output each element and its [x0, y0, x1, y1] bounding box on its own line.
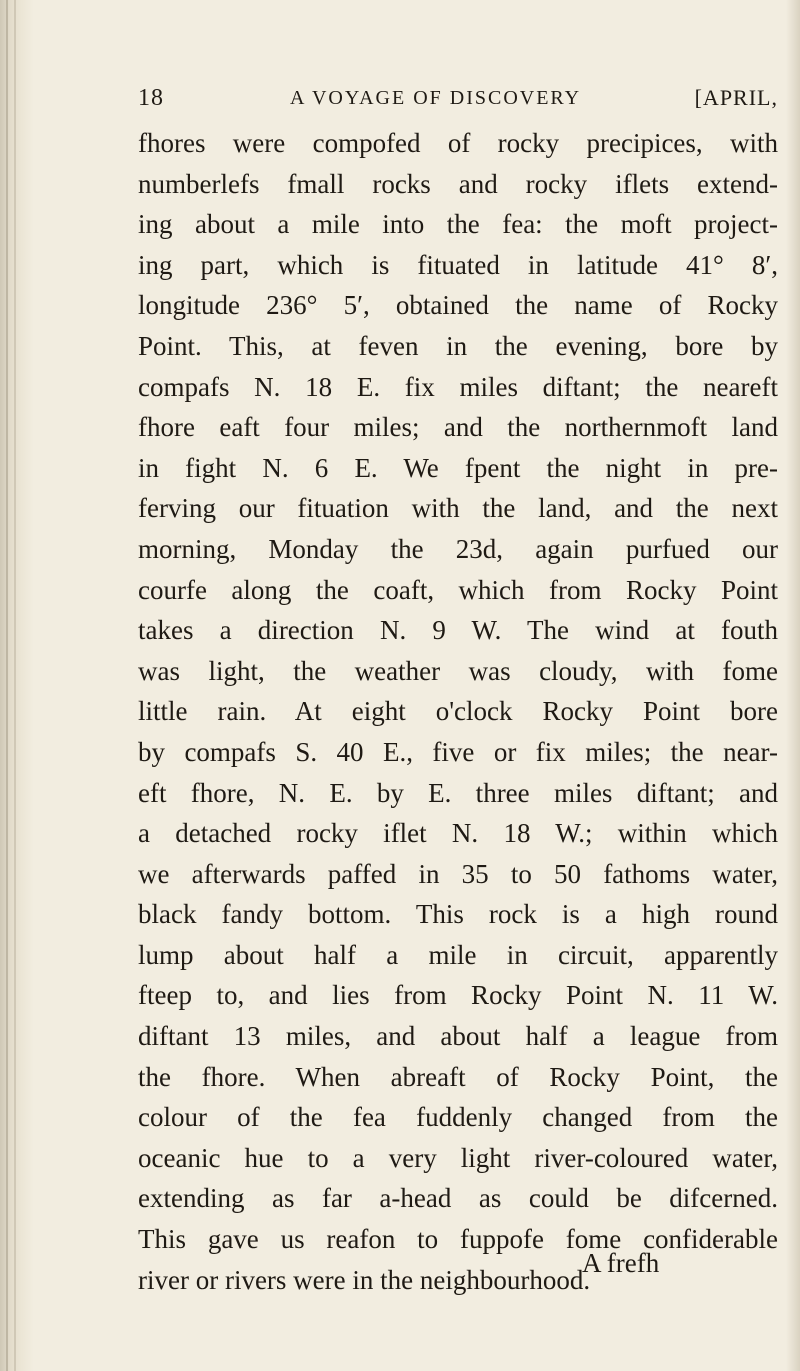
text-line: This gave us reafon to fuppofe fome confiderable	[138, 1224, 778, 1255]
text-line: ing part, which is fituated in latitude 41° 8′,	[138, 249, 778, 280]
text-line: extending as far a-head as could be difcerned.	[138, 1183, 778, 1214]
text-line: fhore eaft four miles; and the northernmoft land	[138, 412, 778, 443]
book-page	[138, 85, 778, 1300]
text-line: black fandy bottom. This rock is a high round	[138, 899, 778, 930]
text-line: fhores were compofed of rocky precipices, with	[138, 128, 778, 158]
text-line: river or rivers were in the neighbourhood.	[138, 1264, 591, 1295]
text-line: little rain. At eight o'clock Rocky Point bore	[138, 696, 778, 727]
text-line: morning, Monday the 23d, again purfued our	[138, 533, 778, 564]
text-line: by compafs S. 40 E., five or fix miles; the near-	[138, 736, 778, 767]
text-line: a detached rocky iflet N. 18 W.; within which	[138, 818, 778, 849]
text-line: eft fhore, N. E. by E. three miles diftant; and	[138, 777, 778, 808]
text-line: in fight N. 6 E. We fpent the night in pre-	[138, 452, 778, 483]
binding-line	[6, 0, 8, 1371]
page-edge-shadow	[786, 0, 800, 1371]
text-line: ferving our fituation with the land, and the next	[138, 493, 778, 524]
text-line: the fhore. When abreaft of Rocky Point, the	[138, 1061, 778, 1092]
text-line: numberlefs fmall rocks and rocky iflets extend-	[138, 168, 778, 199]
running-head	[138, 85, 778, 119]
text-line: longitude 236° 5′, obtained the name of Rocky	[138, 290, 778, 321]
text-line: compafs N. 18 E. fix miles diftant; the neareft	[138, 371, 778, 402]
running-title: A VOYAGE OF DISCOVERY	[290, 87, 582, 109]
running-head-month: [APRIL,	[694, 85, 778, 110]
text-line: Point. This, at feven in the evening, bore by	[138, 330, 778, 361]
text-line: was light, the weather was cloudy, with fome	[138, 655, 778, 686]
binding-line	[14, 0, 16, 1371]
text-line: takes a direction N. 9 W. The wind at fouth	[138, 615, 778, 646]
catchword: A frefh	[582, 1248, 660, 1278]
text-line: ing about a mile into the fea: the moft project-	[138, 209, 778, 240]
text-line: oceanic hue to a very light river-coloured water,	[138, 1142, 778, 1173]
text-line: diftant 13 miles, and about half a league from	[138, 1021, 778, 1052]
text-line: we afterwards paffed in 35 to 50 fathoms water,	[138, 858, 778, 889]
text-line: courfe along the coaft, which from Rocky Point	[138, 574, 778, 605]
body-text	[138, 123, 778, 1300]
page-number: 18	[138, 85, 164, 111]
text-line: colour of the fea fuddenly changed from the	[138, 1102, 778, 1133]
text-line: fteep to, and lies from Rocky Point N. 11 W.	[138, 980, 778, 1011]
text-line: lump about half a mile in circuit, apparently	[138, 939, 778, 970]
